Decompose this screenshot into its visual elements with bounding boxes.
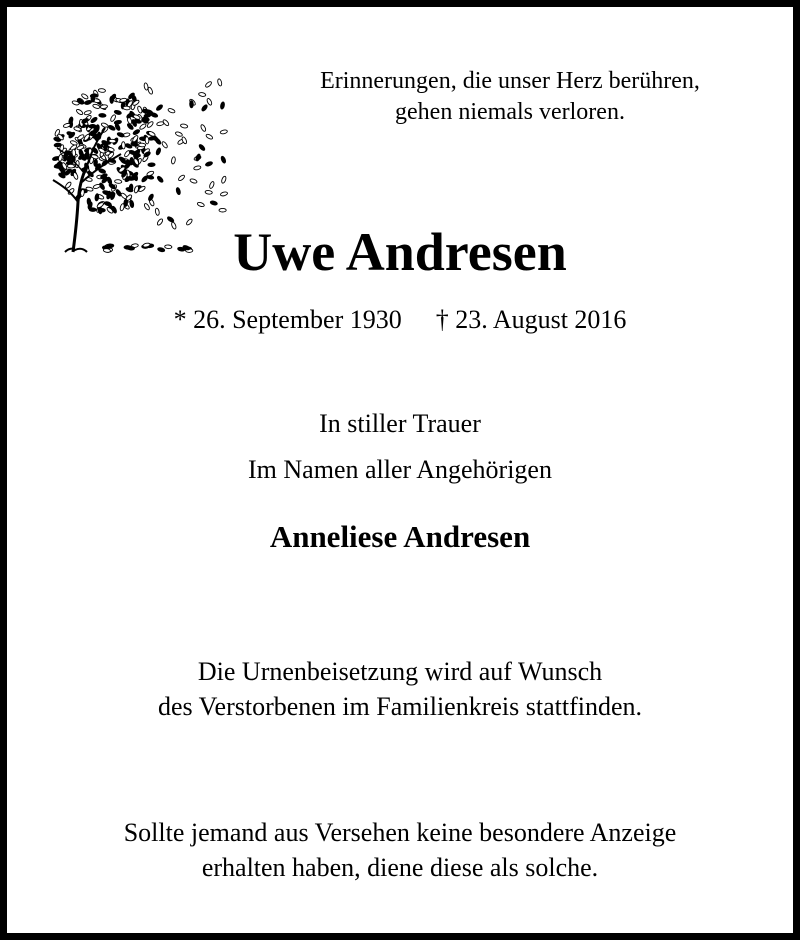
- signer-name: Anneliese Andresen: [269, 519, 531, 554]
- motto-line-2: gehen niemals verloren.: [395, 99, 625, 125]
- mourning-line-2: Im Namen aller Angehörigen: [248, 455, 552, 484]
- motto-line-1: Erinnerungen, die unser Herz berühren,: [320, 68, 700, 94]
- burial-line-1: Die Urnenbeisetzung wird auf Wunsch: [197, 657, 603, 686]
- death-date: † 23. August 2016: [435, 305, 627, 334]
- note-line-1: Sollte jemand aus Versehen keine besondere Anzeige: [123, 818, 677, 847]
- note-line-2: erhalten haben, diene diese als solche.: [201, 853, 599, 882]
- life-dates: [7, 303, 793, 337]
- mourning-line-1: In stiller Trauer: [319, 409, 481, 438]
- birth-date: * 26. September 1930: [173, 305, 402, 334]
- burial-line-2: des Verstorbenen im Familienkreis stattfinden.: [157, 692, 643, 721]
- deceased-name: Uwe Andresen: [233, 222, 567, 282]
